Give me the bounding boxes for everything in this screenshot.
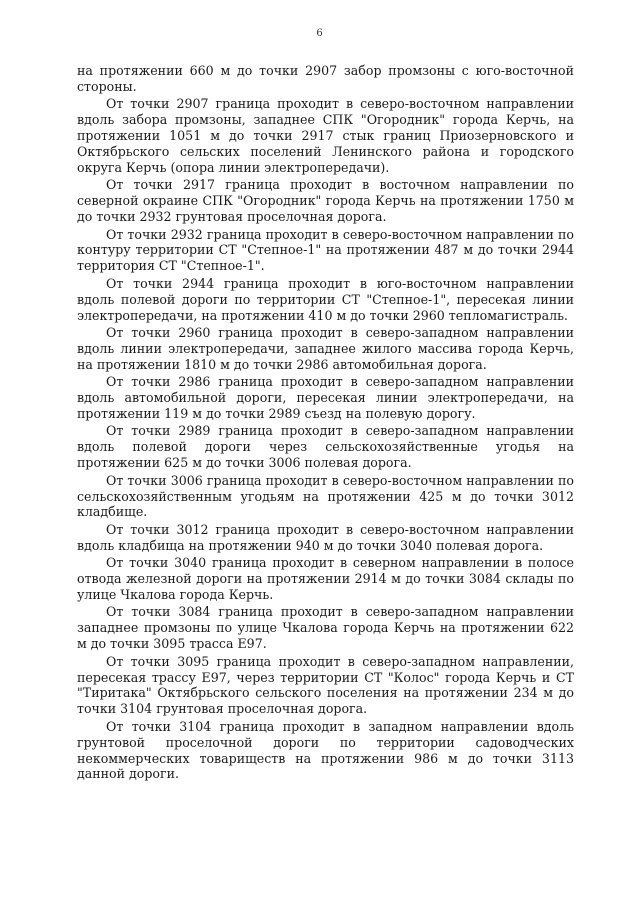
- page-number: 6: [316, 28, 323, 39]
- paragraph: От точки 3095 граница проходит в северо-западном направлении, пересекая трассу Е97, через территории СТ "Колос" города Керчь и СТ "Тиритака" Октябрьского сельского поселения на протяжении 234 м до точки 3104 грунтовая проселочная дорога.: [77, 653, 574, 717]
- paragraph: От точки 2944 граница проходит в юго-восточном направлении вдоль полевой дороги по территории СТ "Степное-1", пересекая линии электропередачи, на протяжении 410 м до точки 2960 тепломагистраль.: [77, 275, 574, 323]
- paragraph: От точки 3084 граница проходит в северо-западном направлении западнее промзоны по улице Чкалова города Керчь на протяжении 622 м до точки 3095 трасса Е97.: [77, 604, 574, 652]
- paragraph: От точки 2986 граница проходит в северо-западном направлении вдоль автомобильной дороги, пересекая линии электропередачи, на протяжении 119 м до точки 2989 съезд на полевую дорогу.: [77, 374, 574, 422]
- paragraph: От точки 3012 граница проходит в северо-восточном направлении вдоль кладбища на протяжении 940 м до точки 3040 полевая дорога.: [77, 521, 574, 553]
- paragraph: От точки 2907 граница проходит в северо-восточном направлении вдоль забора промзоны, западнее СПК "Огородник" города Керчь, на протяжении 1051 м до точки 2917 стык границ Приозерновского и Октябрьского сельских поселений Ленинского района и городского округа Керчь (опора линии электропередачи).: [77, 96, 574, 175]
- paragraph: От точки 3104 граница проходит в западном направлении вдоль грунтовой проселочной дороги по территории садоводческих некоммерческих товариществ на протяжении 986 м до точки 3113 данной дороги.: [77, 718, 574, 782]
- paragraph: От точки 3040 граница проходит в северном направлении в полосе отвода железной дороги на протяжении 2914 м до точки 3084 склады по улице Чкалова города Керчь.: [77, 555, 574, 602]
- document-body: [77, 63, 574, 784]
- paragraph: От точки 2917 граница проходит в восточном направлении по северной окраине СПК "Огородник" города Керчь на протяжении 1750 м до точки 2932 грунтовая проселочная дорога.: [77, 177, 574, 225]
- paragraph: От точки 2989 граница проходит в северо-западном направлении вдоль полевой дороги через сельскохозяйственные угодья на протяжении 625 м до точки 3006 полевая дорога.: [77, 423, 574, 471]
- paragraph: От точки 3006 граница проходит в северо-восточном направлении по сельскохозяйственным угодьям на протяжении 425 м до точки 3012 кладбище.: [77, 472, 574, 520]
- paragraph: От точки 2932 граница проходит в северо-восточном направлении по контуру территории СТ "Степное-1" на протяжении 487 м до точки 2944 территория СТ "Степное-1".: [77, 226, 574, 274]
- paragraph: От точки 2960 граница проходит в северо-западном направлении вдоль линии электропередачи, западнее жилого массива города Керчь, на протяжении 1810 м до точки 2986 автомобильная дорога.: [77, 325, 574, 372]
- paragraph: на протяжении 660 м до точки 2907 забор промзоны с юго-восточной стороны.: [77, 63, 574, 94]
